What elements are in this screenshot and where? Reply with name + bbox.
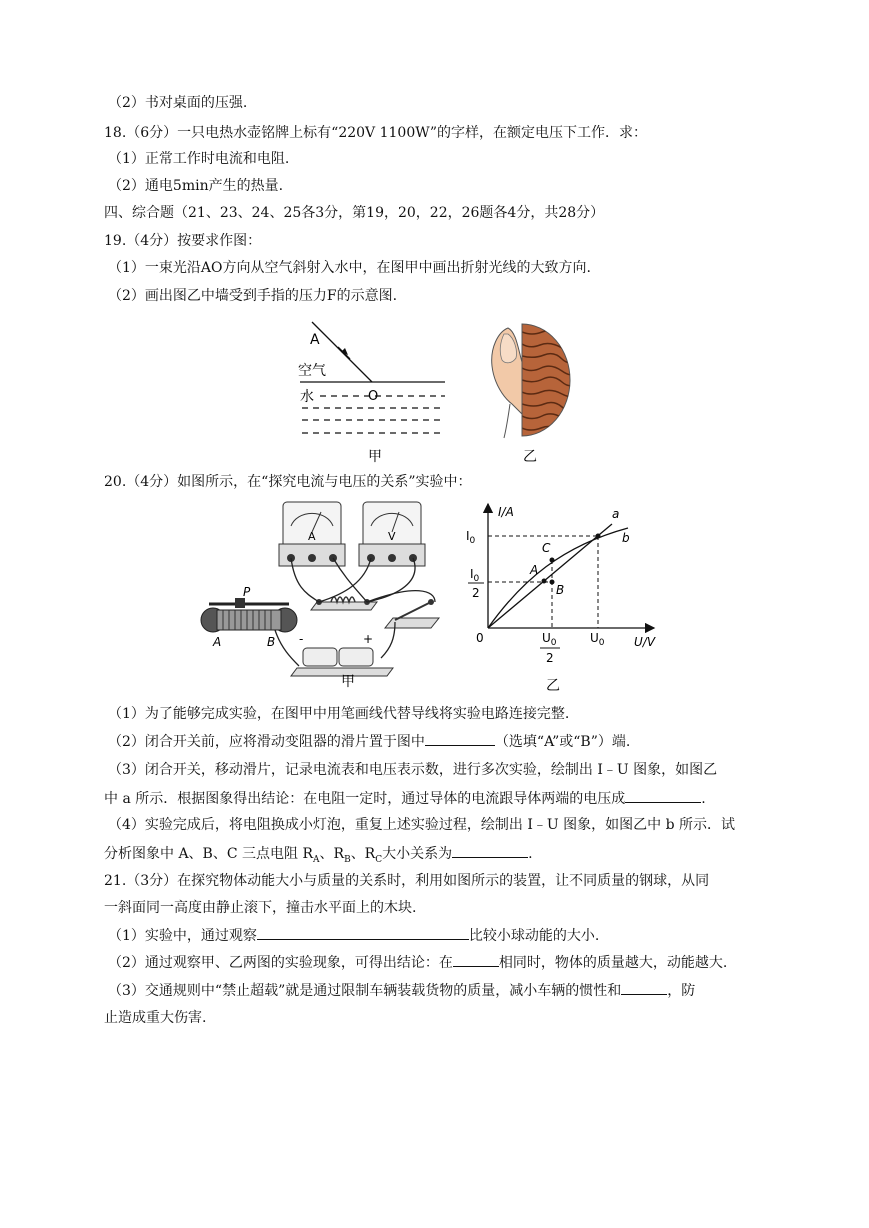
q18-part1: （1）正常工作时电流和电阻. (108, 151, 290, 167)
fig20-caption-yi: 乙 (546, 678, 560, 694)
rheostat-label-p: P (243, 585, 251, 599)
fig20-caption-jia: 甲 (341, 674, 355, 690)
q21-part1: （1）实验中，通过观察 比较小球动能的大小. (108, 925, 599, 946)
resistor-icon (311, 597, 377, 610)
section-four-heading: 四、综合题（21、23、24、25各3分，第19，20，22，26题各4分，共28分） (104, 205, 605, 221)
fig20-jia-circuit (195, 498, 445, 693)
rheostat-label-b: B (267, 635, 276, 649)
battery-plus-label: + (363, 632, 374, 646)
q20-part1: （1）为了能够完成实验，在图甲中用笔画线代替导线将实验电路连接完整. (108, 706, 570, 722)
graph-ylabel: I/A (498, 505, 514, 519)
fig19-label-a: A (310, 332, 320, 348)
tick-half-u0-den: 2 (546, 651, 554, 665)
q19-part2: （2）画出图乙中墙受到手指的压力F的示意图. (108, 288, 398, 304)
q21-stem-cont: 一斜面同一高度由静止滚下，撞击水平面上的木块. (104, 900, 417, 916)
q21-part2: （2）通过观察甲、乙两图的实验现象，可得出结论：在 相同时，物体的质量越大，动能越大. (108, 952, 727, 973)
fig19-jia-diagram (292, 318, 452, 468)
answer-blank[interactable] (425, 731, 495, 746)
q21-part3-cont: 止造成重大伤害. (104, 1010, 207, 1026)
graph-origin: 0 (476, 631, 484, 645)
voltmeter-label: V (388, 530, 396, 543)
fig19-label-air: 空气 (298, 363, 326, 379)
switch-icon (385, 599, 439, 628)
curve-b-label: b (622, 531, 630, 545)
q20-part4-cont: 分析图象中 A、B、C 三点电阻 $R_A$、$R_B$、$R_C$大小关系为 . (104, 843, 533, 870)
answer-blank[interactable] (257, 925, 469, 940)
ammeter-label: A (308, 530, 316, 543)
q17-part2: （2）书对桌面的压强. (108, 95, 248, 111)
q20-stem: 20.（4分）如图所示，在“探究电流与电压的关系”实验中： (104, 474, 472, 490)
q20-part2: （2）闭合开关前，应将滑动变阻器的滑片置于图中 （选填“A”或“B”）端. (108, 731, 630, 752)
q20-part3-cont: 中 a 所示．根据图象得出结论：在电阻一定时，通过导体的电流跟导体两端的电压成 . (104, 788, 706, 809)
fig19-caption-yi: 乙 (523, 449, 537, 465)
point-c-label: C (542, 541, 551, 555)
point-b-label: B (556, 583, 565, 597)
q18-part2: （2）通电5min产生的热量. (108, 178, 284, 194)
tick-half-u0: $U_0$ (542, 631, 557, 648)
q18-stem: 18.（6分）一只电热水壶铭牌上标有“220V 1100W”的字样，在额定电压下工作．求： (104, 125, 648, 141)
answer-blank[interactable] (452, 843, 528, 858)
rheostat-label-a: A (213, 635, 222, 649)
battery-icon (291, 632, 393, 676)
voltmeter-icon (359, 502, 425, 566)
answer-blank[interactable] (621, 980, 667, 995)
rheostat-icon (201, 585, 297, 649)
fig19-label-o: O (368, 389, 379, 404)
q19-stem: 19.（4分）按要求作图： (104, 233, 262, 249)
tick-half-i0: $I_0$ (470, 567, 480, 584)
fig19-caption-jia: 甲 (368, 449, 382, 465)
tick-u0: $U_0$ (590, 631, 605, 648)
answer-blank[interactable] (625, 788, 701, 803)
fig19-yi-diagram (478, 318, 588, 468)
tick-half-i0-den: 2 (472, 586, 480, 600)
q21-stem: 21.（3分）在探究物体动能大小与质量的关系时，利用如图所示的装置，让不同质量的钢球，从同 (104, 873, 710, 889)
fig20-yi-graph (462, 500, 662, 695)
q21-part3: （3）交通规则中“禁止超载”就是通过限制车辆装载货物的质量，减小车辆的惯性和 ，防 (108, 980, 695, 1001)
tick-i0: $I_0$ (466, 529, 476, 546)
battery-minus-label: - (299, 632, 304, 646)
answer-blank[interactable] (453, 952, 499, 967)
q20-part3: （3）闭合开关，移动滑片，记录电流表和电压表示数，进行多次实验，绘制出 I﹣U 图象，如图乙 (108, 762, 718, 778)
q19-part1: （1）一束光沿AO方向从空气斜射入水中，在图甲中画出折射光线的大致方向. (108, 260, 591, 276)
graph-xlabel: U/V (634, 635, 656, 649)
point-a-label: A (530, 563, 539, 577)
curve-a-label: a (612, 507, 620, 521)
q20-part4: （4）实验完成后，将电阻换成小灯泡，重复上述实验过程，绘制出 I﹣U 图象，如图乙中 b 所示．试 (108, 817, 735, 833)
ammeter-icon (279, 502, 345, 566)
fig19-label-water: 水 (300, 389, 314, 405)
